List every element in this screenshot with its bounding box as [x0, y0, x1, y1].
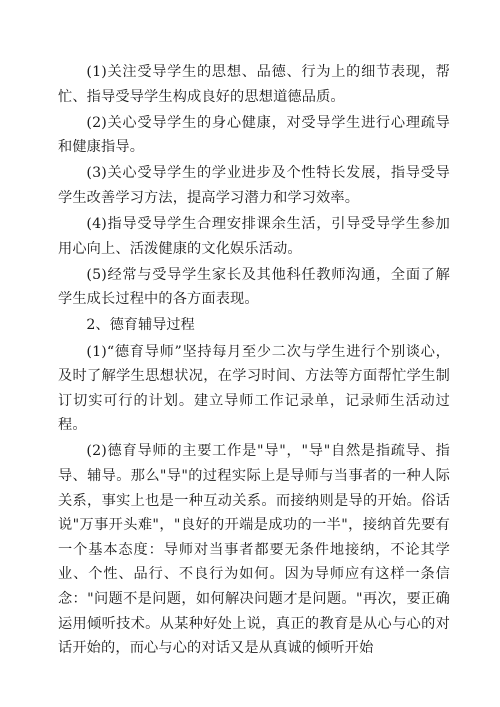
paragraph-process-1: (1)“德育导师”坚持每月至少二次与学生进行个别谈心，及时了解学生思想状况，在学习时间、方法等方面帮忙学生制订切实可行的计划。建立导师工作记录单，记录师生活动过程。 — [58, 343, 450, 434]
section-heading: 2、德育辅导过程 — [86, 317, 195, 334]
paragraph-item-2: (2)关心受导学生的身心健康，对受导学生进行心理疏导和健康指导。 — [58, 114, 450, 156]
paragraph-item-3: (3)关心受导学生的学业进步及个性特长发展，指导受导学生改善学习方法，提高学习潜力和学习效率。 — [58, 165, 450, 206]
paragraph-item-4: (4)指导受导学生合理安排课余生活，引导受导学生参加用心向上、活泼健康的文化娱乐活动。 — [58, 216, 450, 257]
paragraph-process-2: (2)德育导师的主要工作是"导"，"导"自然是指疏导、指导、辅导。那么"导"的过程实际上是导师与当事者的一种人际关系，事实上也是一种互动关系。而接纳则是导的开始。俗话说"万事开头难"，"良好的开端是成功的一半"，接纳首先要有一个基本态度：导师对当事者都要无条件地接纳，不论其学业、个性、品行、不良行为如何。因为导师应有这样一条信念："问题不是问题，如何解决问题才是问题。"再次，要正确运用倾听技术。从某种好处上说，真正的教育是从心与心的对话开始的，而心与心的对话又是从真诚的倾听开始 — [58, 443, 450, 657]
paragraph-item-1: (1)关注受导学生的思想、品德、行为上的细节表现，帮忙、指导受导学生构成良好的思想道德品质。 — [58, 64, 450, 105]
paragraph-item-5: (5)经常与受导学生家长及其他科任教师沟通，全面了解学生成长过程中的各方面表现。 — [58, 266, 450, 308]
document-body — [58, 60, 450, 662]
